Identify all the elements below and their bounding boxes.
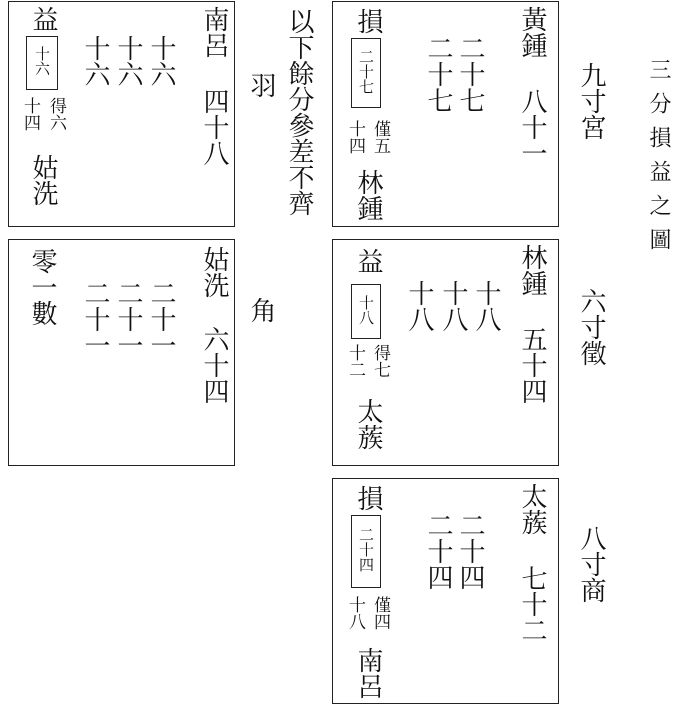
- pitch-name: 太蔟: [517, 483, 547, 535]
- result-text: 十二: [345, 344, 365, 378]
- box-nanlu: [8, 1, 235, 227]
- inner-box: [26, 36, 58, 90]
- result-text: 十四: [20, 97, 40, 131]
- target-pitch: 林鍾: [353, 169, 383, 221]
- pitch-value: 七十二: [517, 565, 547, 643]
- calc-column: 二十一: [113, 280, 143, 358]
- inner-box-text: 二十四: [357, 527, 375, 572]
- result-text: 僅四: [370, 596, 390, 630]
- box-taicu: [332, 478, 559, 704]
- calc-column: 十六: [113, 35, 143, 87]
- calc-column: 二十七: [423, 35, 453, 113]
- inner-box-text: 十八: [357, 295, 375, 325]
- note-irregular-remainder: 以下餘分參差不齊: [284, 8, 314, 216]
- calc-column: 十六: [146, 35, 176, 87]
- operation-label: 損: [353, 8, 383, 34]
- inner-box: [351, 38, 381, 108]
- box-linzhong: [332, 239, 559, 466]
- inner-box-text: 二十七: [357, 49, 375, 94]
- pitch-value: 四十八: [199, 88, 229, 166]
- calc-column: 二十四: [455, 512, 485, 590]
- pitch-name: 南呂: [199, 6, 229, 58]
- pitch-name: 姑洗: [199, 246, 229, 298]
- pitch-value: 六十四: [199, 326, 229, 404]
- result-text: 僅五: [370, 120, 390, 154]
- inner-box-text: 十六: [33, 46, 51, 76]
- label-shang: 八寸商: [576, 525, 606, 603]
- calc-column: 十八: [471, 280, 501, 332]
- target-pitch: 南呂: [353, 647, 383, 699]
- pitch-name: 黃鍾: [517, 6, 547, 58]
- diagram-title: 三分損益之圖: [646, 58, 671, 262]
- box-huangzhong: [332, 1, 559, 227]
- pitch-value: 八十一: [517, 88, 547, 166]
- label-gong: 九寸宮: [576, 62, 606, 140]
- label-yu: 羽: [246, 72, 276, 98]
- inner-box: [351, 284, 381, 339]
- calc-column: 二十一: [80, 280, 110, 358]
- label-jiao: 角: [246, 297, 276, 323]
- result-text: 得七: [370, 344, 390, 378]
- calc-column: 二十七: [455, 35, 485, 113]
- calc-column: 十八: [438, 280, 468, 332]
- calc-column: 二十四: [423, 512, 453, 590]
- calc-column: 二十一: [146, 280, 176, 358]
- operation-label: 損: [353, 485, 383, 511]
- calc-column: 十八: [404, 280, 434, 332]
- target-pitch: 太蔟: [353, 398, 383, 450]
- operation-label: 益: [353, 248, 383, 274]
- remainder-label: 零一數: [27, 248, 57, 326]
- result-text: 十八: [345, 596, 365, 630]
- target-pitch: 姑洗: [28, 154, 58, 206]
- result-text: 得六: [46, 97, 66, 131]
- pitch-value: 五十四: [517, 326, 547, 404]
- pitch-name: 林鍾: [517, 244, 547, 296]
- inner-box: [351, 515, 381, 588]
- result-text: 十四: [345, 120, 365, 154]
- operation-label: 益: [28, 6, 58, 32]
- box-guxian: [8, 239, 235, 466]
- label-zhi: 六寸徵: [576, 288, 606, 366]
- calc-column: 十六: [80, 35, 110, 87]
